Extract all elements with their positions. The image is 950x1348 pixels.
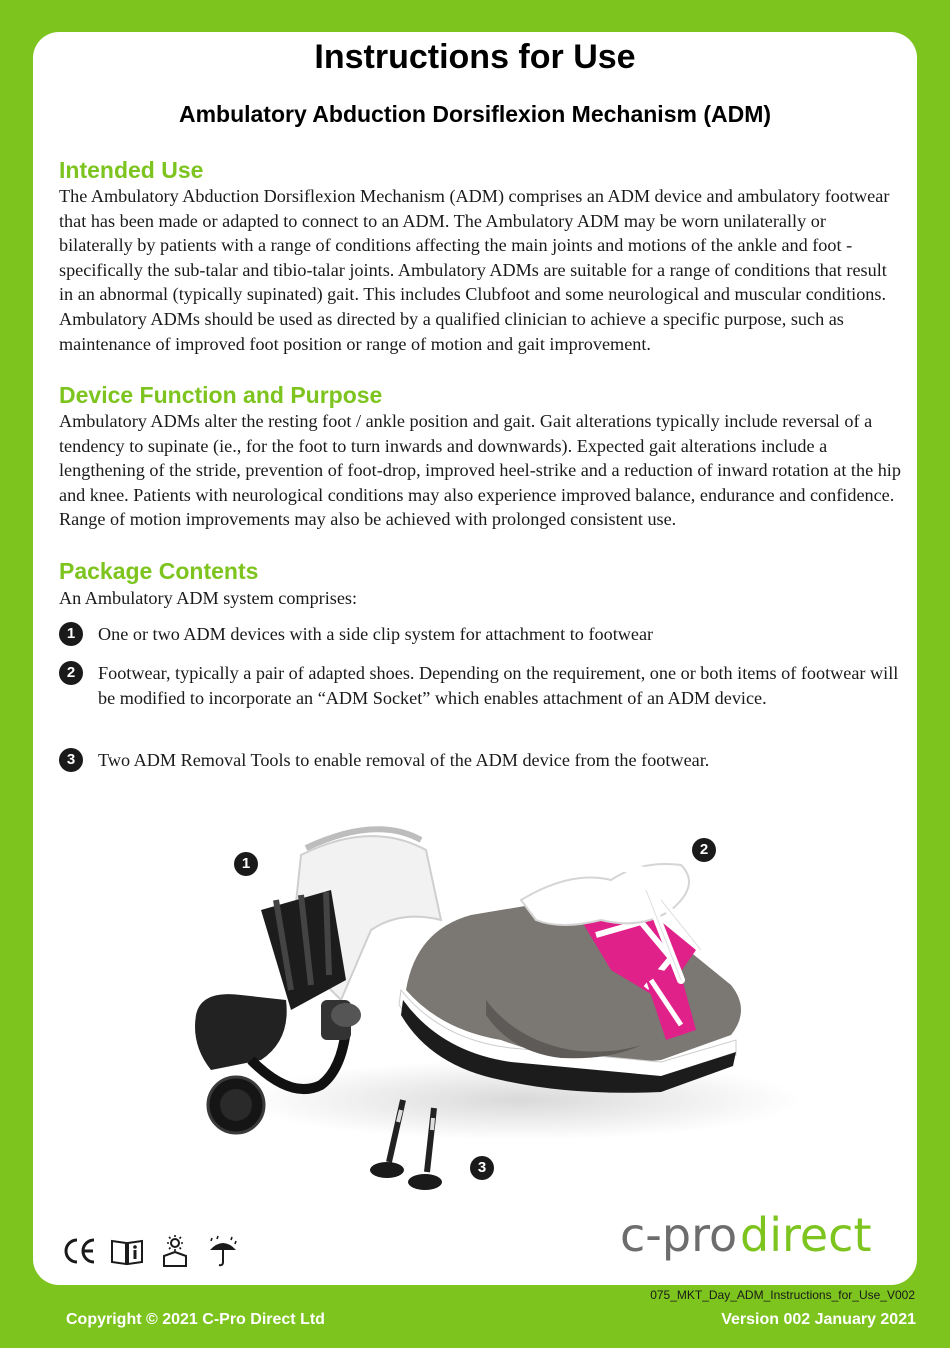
keep-from-sunlight-icon	[158, 1234, 192, 1268]
list-item-text: Two ADM Removal Tools to enable removal of the ADM device from the footwear.	[98, 750, 710, 770]
keep-dry-icon	[206, 1234, 240, 1268]
package-contents-heading: Package Contents	[59, 558, 259, 584]
list-item-text: One or two ADM devices with a side clip system for attachment to footwear	[98, 624, 654, 644]
intended-use-heading: Intended Use	[59, 157, 204, 183]
number-marker-2: 2	[59, 661, 83, 685]
package-contents-intro: An Ambulatory ADM system comprises:	[59, 588, 358, 608]
company-logo	[620, 1205, 905, 1265]
copyright-text: Copyright © 2021 C-Pro Direct Ltd	[66, 1311, 325, 1328]
logo-cpro-text: c-pro	[620, 1208, 738, 1262]
shoes	[399, 849, 741, 1093]
regulatory-symbols	[62, 1232, 240, 1270]
ce-mark-icon	[62, 1234, 96, 1268]
photo-marker-1: 1	[234, 852, 258, 876]
page-title: Instructions for Use	[314, 38, 636, 76]
list-item-text: Footwear, typically a pair of adapted shoes. Depending on the requirement, one or both items of footwear will be modified to incorporate an “ADM Socket” which enables attachment of an ADM device.	[98, 663, 899, 708]
device-function-body: Ambulatory ADMs alter the resting foot / ankle position and gait. Gait alterations typically include reversal of a tendency to supinate (ie., for the foot to turn inwards and downwards). Expected gait alterations include a lengthening of the stride, prevention of foot-drop, improved heel-strike and a reduction of inward rotation at the hip and knee. Patients with neurological conditions may also experience improved balance, endurance and confidence. Range of motion improvements may also be achieved with prolonged consistent use.	[59, 411, 901, 530]
device-function-heading: Device Function and Purpose	[59, 382, 383, 408]
logo-direct-text: direct	[740, 1208, 872, 1262]
number-marker-3: 3	[59, 748, 83, 772]
ifu-book-icon	[110, 1234, 144, 1268]
version-text: Version 002 January 2021	[721, 1311, 916, 1328]
photo-marker-3: 3	[470, 1156, 494, 1180]
page-subtitle: Ambulatory Abduction Dorsiflexion Mechanism (ADM)	[178, 101, 772, 127]
photo-marker-2: 2	[692, 838, 716, 862]
intended-use-body: The Ambulatory Abduction Dorsiflexion Mechanism (ADM) comprises an ADM device and ambulatory footwear that has been made or adapted to connect to an ADM. The Ambulatory ADM may be worn unilaterally or bilaterally by patients with a range of conditions affecting the main joints and motions of the ankle and foot - specifically the sub-talar and tibio-talar joints. Ambulatory ADMs are suitable for a range of conditions that result in an abnormal (typically supinated) gait. This includes Clubfoot and some neurological and muscular conditions. Ambulatory ADMs should be used as directed by a qualified clinician to achieve a specific purpose, such as maintenance of improved foot position or range of motion and gait improvement.	[59, 186, 890, 354]
number-marker-1: 1	[59, 622, 83, 646]
product-photo	[141, 800, 799, 1230]
document-reference: 075_MKT_Day_ADM_Instructions_for_Use_V002	[650, 1288, 915, 1302]
